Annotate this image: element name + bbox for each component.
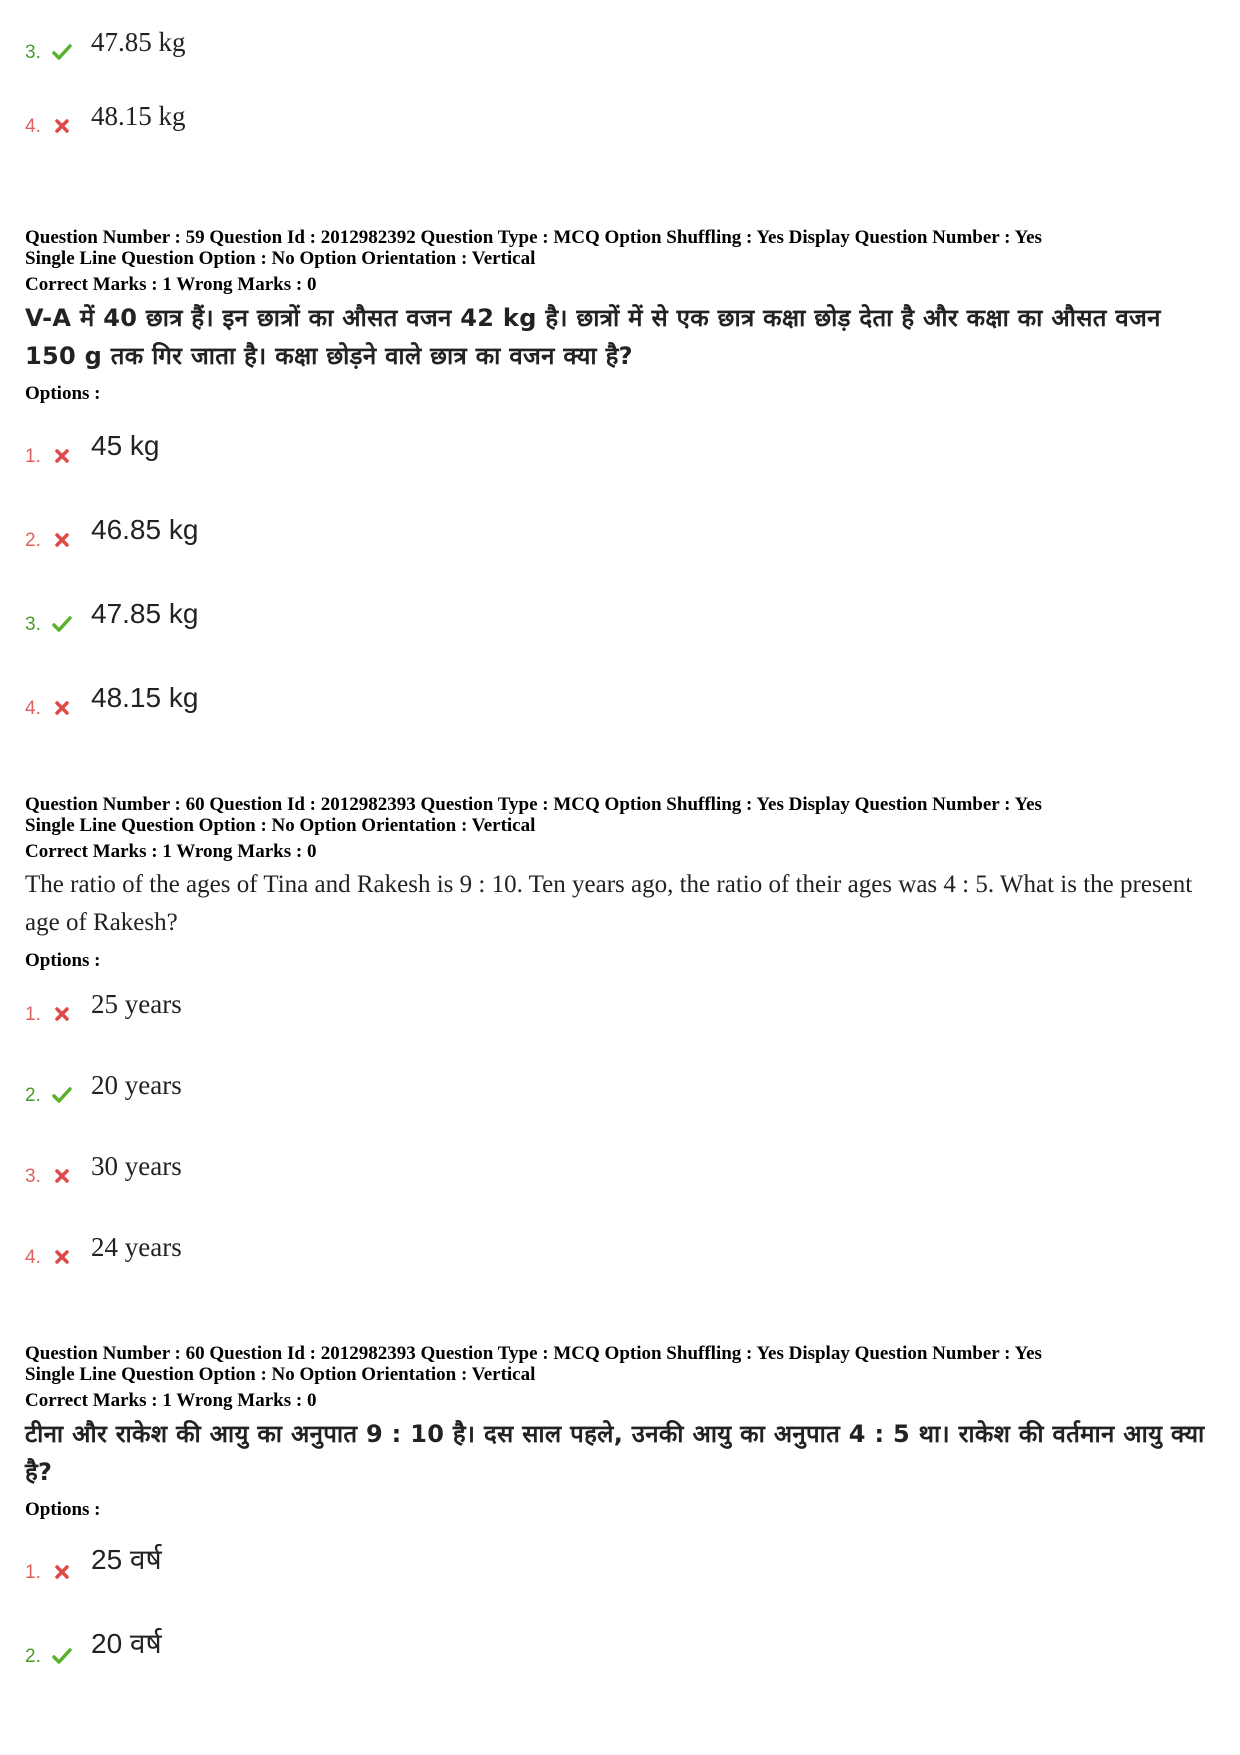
question-meta-line2: Single Line Question Option : No Option Orientation : Vertical [25, 248, 536, 269]
option-number: 1. [25, 1562, 41, 1583]
cross-icon [52, 698, 72, 718]
option-text: 30 years [91, 1151, 182, 1181]
question-block [25, 794, 1220, 972]
question-text: V-A में 40 छात्र हैं। इन छात्रों का औसत वजन 42 kg है। छात्रों में से एक छात्र कक्षा छोड़ देता है और कक्षा का औसत वजन 150 g तक गिर जाता है। कक्षा छोड़ने वाले छात्र का वजन क्या है? [25, 304, 1161, 370]
cross-icon [52, 446, 72, 466]
option-number: 4. [25, 1247, 41, 1268]
question-block [25, 227, 1220, 405]
option-number: 3. [25, 614, 41, 635]
option-row [25, 98, 625, 138]
option-number: 2. [25, 1646, 41, 1667]
option-row [25, 1544, 625, 1584]
cross-icon [52, 1562, 72, 1582]
cross-icon [52, 1004, 72, 1024]
question-marks: Correct Marks : 1 Wrong Marks : 0 [25, 1390, 317, 1411]
option-row [25, 986, 625, 1026]
option-row [25, 1148, 625, 1188]
question-block [25, 1343, 1220, 1521]
options-label: Options : [25, 950, 101, 971]
option-row [25, 680, 625, 720]
option-row [25, 512, 625, 552]
question-text: टीना और राकेश की आयु का अनुपात 9 : 10 है। दस साल पहले, उनकी आयु का अनुपात 4 : 5 था। राकेश की वर्तमान आयु क्या है? [25, 1420, 1205, 1486]
check-icon [52, 1646, 72, 1666]
option-row [25, 1628, 625, 1668]
cross-icon [52, 1247, 72, 1267]
question-marks: Correct Marks : 1 Wrong Marks : 0 [25, 841, 317, 862]
option-number: 3. [25, 42, 41, 63]
question-meta: Question Number : 59 Question Id : 2012982392 Question Type : MCQ Option Shuffling : Yes Display Question Number : Yes [25, 227, 1042, 248]
option-text: 20 वर्ष [91, 1628, 162, 1659]
option-number: 3. [25, 1166, 41, 1187]
question-meta: Question Number : 60 Question Id : 2012982393 Question Type : MCQ Option Shuffling : Yes Display Question Number : Yes [25, 1343, 1042, 1364]
option-text: 24 years [91, 1232, 182, 1262]
option-number: 4. [25, 116, 41, 137]
option-text: 45 kg [91, 430, 160, 461]
question-meta-line2: Single Line Question Option : No Option Orientation : Vertical [25, 1364, 536, 1385]
question-text: The ratio of the ages of Tina and Rakesh is 9 : 10. Ten years ago, the ratio of their ages was 4 : 5. What is the present age of Rakesh? [25, 871, 1193, 936]
option-text: 46.85 kg [91, 514, 199, 545]
option-row [25, 24, 625, 64]
option-number: 2. [25, 1085, 41, 1106]
option-text: 47.85 kg [91, 27, 186, 57]
options-label: Options : [25, 1499, 101, 1520]
check-icon [52, 1085, 72, 1105]
option-text: 47.85 kg [91, 598, 199, 629]
cross-icon [52, 1166, 72, 1186]
option-row [25, 428, 625, 468]
question-meta: Question Number : 60 Question Id : 2012982393 Question Type : MCQ Option Shuffling : Yes Display Question Number : Yes [25, 794, 1042, 815]
option-text: 25 वर्ष [91, 1544, 162, 1575]
cross-icon [52, 530, 72, 550]
option-number: 4. [25, 698, 41, 719]
option-number: 1. [25, 1004, 41, 1025]
option-row [25, 596, 625, 636]
option-text: 25 years [91, 989, 182, 1019]
question-meta-line2: Single Line Question Option : No Option Orientation : Vertical [25, 815, 536, 836]
option-text: 48.15 kg [91, 682, 199, 713]
cross-icon [52, 116, 72, 136]
check-icon [52, 42, 72, 62]
option-text: 48.15 kg [91, 101, 186, 131]
question-marks: Correct Marks : 1 Wrong Marks : 0 [25, 274, 317, 295]
option-text: 20 years [91, 1070, 182, 1100]
options-label: Options : [25, 383, 101, 404]
check-icon [52, 614, 72, 634]
option-number: 1. [25, 446, 41, 467]
option-row [25, 1067, 625, 1107]
option-number: 2. [25, 530, 41, 551]
option-row [25, 1229, 625, 1269]
